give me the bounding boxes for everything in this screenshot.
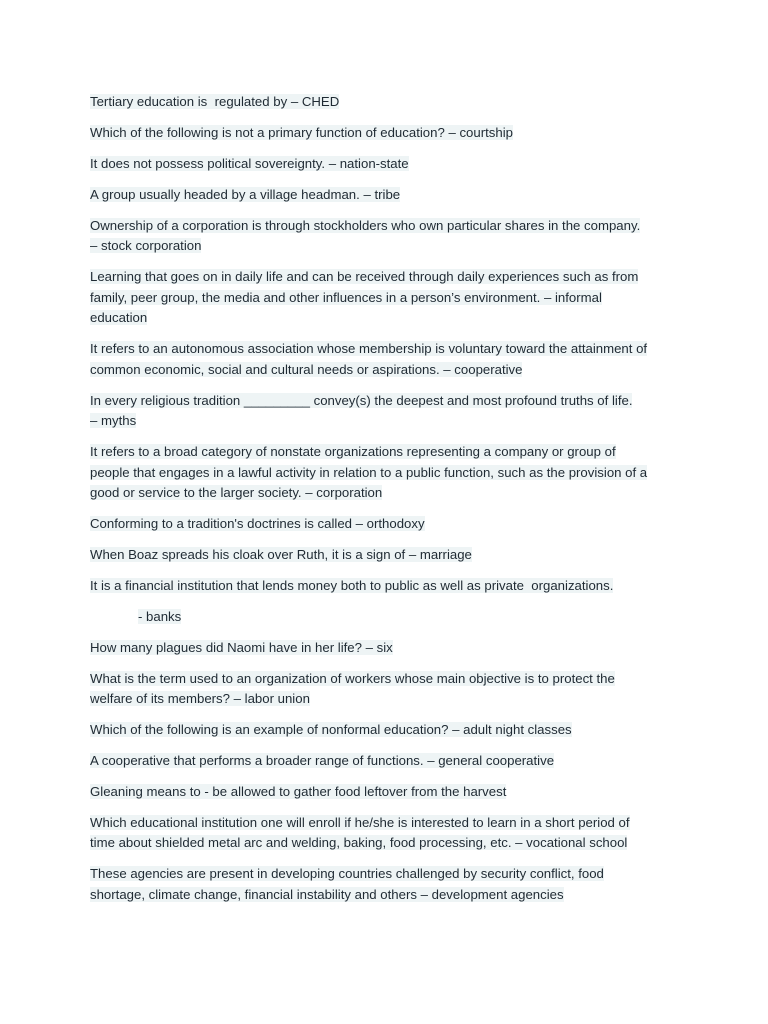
paragraph-1 (90, 92, 690, 113)
paragraph-9 (90, 442, 690, 504)
paragraph-15 (90, 669, 690, 710)
paragraph-3-text: It does not possess political sovereignty. – nation-state (90, 155, 409, 171)
paragraph-6 (90, 267, 690, 329)
paragraph-19-text: Which educational institution one will enroll if he/she is interested to learn in a short period of time about shielded metal arc and welding, baking, food processing, etc. – vocational school (90, 814, 630, 851)
paragraph-2 (90, 123, 690, 144)
paragraph-7 (90, 339, 690, 380)
paragraph-6-text: Learning that goes on in daily life and can be received through daily experiences such as from family, peer group, the media and other influences in a person’s environment. – informal education (90, 269, 639, 326)
document-body (90, 92, 690, 916)
paragraph-5-text: Ownership of a corporation is through stockholders who own particular shares in the company. – stock corporation (90, 217, 641, 254)
paragraph-20 (90, 864, 690, 905)
paragraph-4 (90, 185, 690, 206)
paragraph-10-text: Conforming to a tradition's doctrines is called – orthodoxy (90, 516, 425, 532)
paragraph-19 (90, 813, 690, 854)
paragraph-11-text: When Boaz spreads his cloak over Ruth, it is a sign of – marriage (90, 547, 472, 563)
paragraph-1-text: Tertiary education is regulated by – CHED (90, 94, 340, 109)
paragraph-13-text: - banks (138, 608, 182, 624)
paragraph-20-text: These agencies are present in developing countries challenged by security conflict, food shortage, climate change, financial instability and others – development agencies (90, 866, 604, 902)
paragraph-17-text: A cooperative that performs a broader range of functions. – general cooperative (90, 753, 555, 768)
paragraph-7-text: It refers to an autonomous association whose membership is voluntary toward the attainment of common economic, social and cultural needs or aspirations. – cooperative (90, 341, 648, 377)
paragraph-12-text: It is a financial institution that lends money both to public as well as private organizations. (90, 577, 614, 593)
paragraph-18-text: Gleaning means to - be allowed to gather food leftover from the harvest (90, 783, 507, 799)
paragraph-8-text: In every religious tradition _________ convey(s) the deepest and most profound truths of life. – myths (90, 392, 633, 429)
paragraph-9-text: It refers to a broad category of nonstate organizations representing a company or group of people that engages in a lawful activity in relation to a public function, such as the provision of a good or service to the larger society. – corporation (90, 444, 648, 501)
paragraph-11 (90, 545, 690, 566)
paragraph-10 (90, 514, 690, 535)
paragraph-14 (90, 638, 690, 659)
paragraph-16-text: Which of the following is an example of nonformal education? – adult night classes (90, 722, 572, 738)
paragraph-8 (90, 391, 690, 432)
paragraph-3 (90, 154, 690, 175)
paragraph-18 (90, 782, 690, 803)
paragraph-4-text: A group usually headed by a village headman. – tribe (90, 186, 401, 202)
paragraph-15-text: What is the term used to an organization of workers whose main objective is to protect the welfare of its members? – labor union (90, 670, 615, 707)
paragraph-16 (90, 720, 690, 741)
paragraph-5 (90, 216, 690, 257)
paragraph-12 (90, 576, 690, 597)
paragraph-14-text: How many plagues did Naomi have in her life? – six (90, 639, 393, 655)
paragraph-17 (90, 751, 690, 772)
paragraph-13 (90, 607, 690, 628)
paragraph-2-text: Which of the following is not a primary function of education? – courtship (90, 124, 513, 140)
